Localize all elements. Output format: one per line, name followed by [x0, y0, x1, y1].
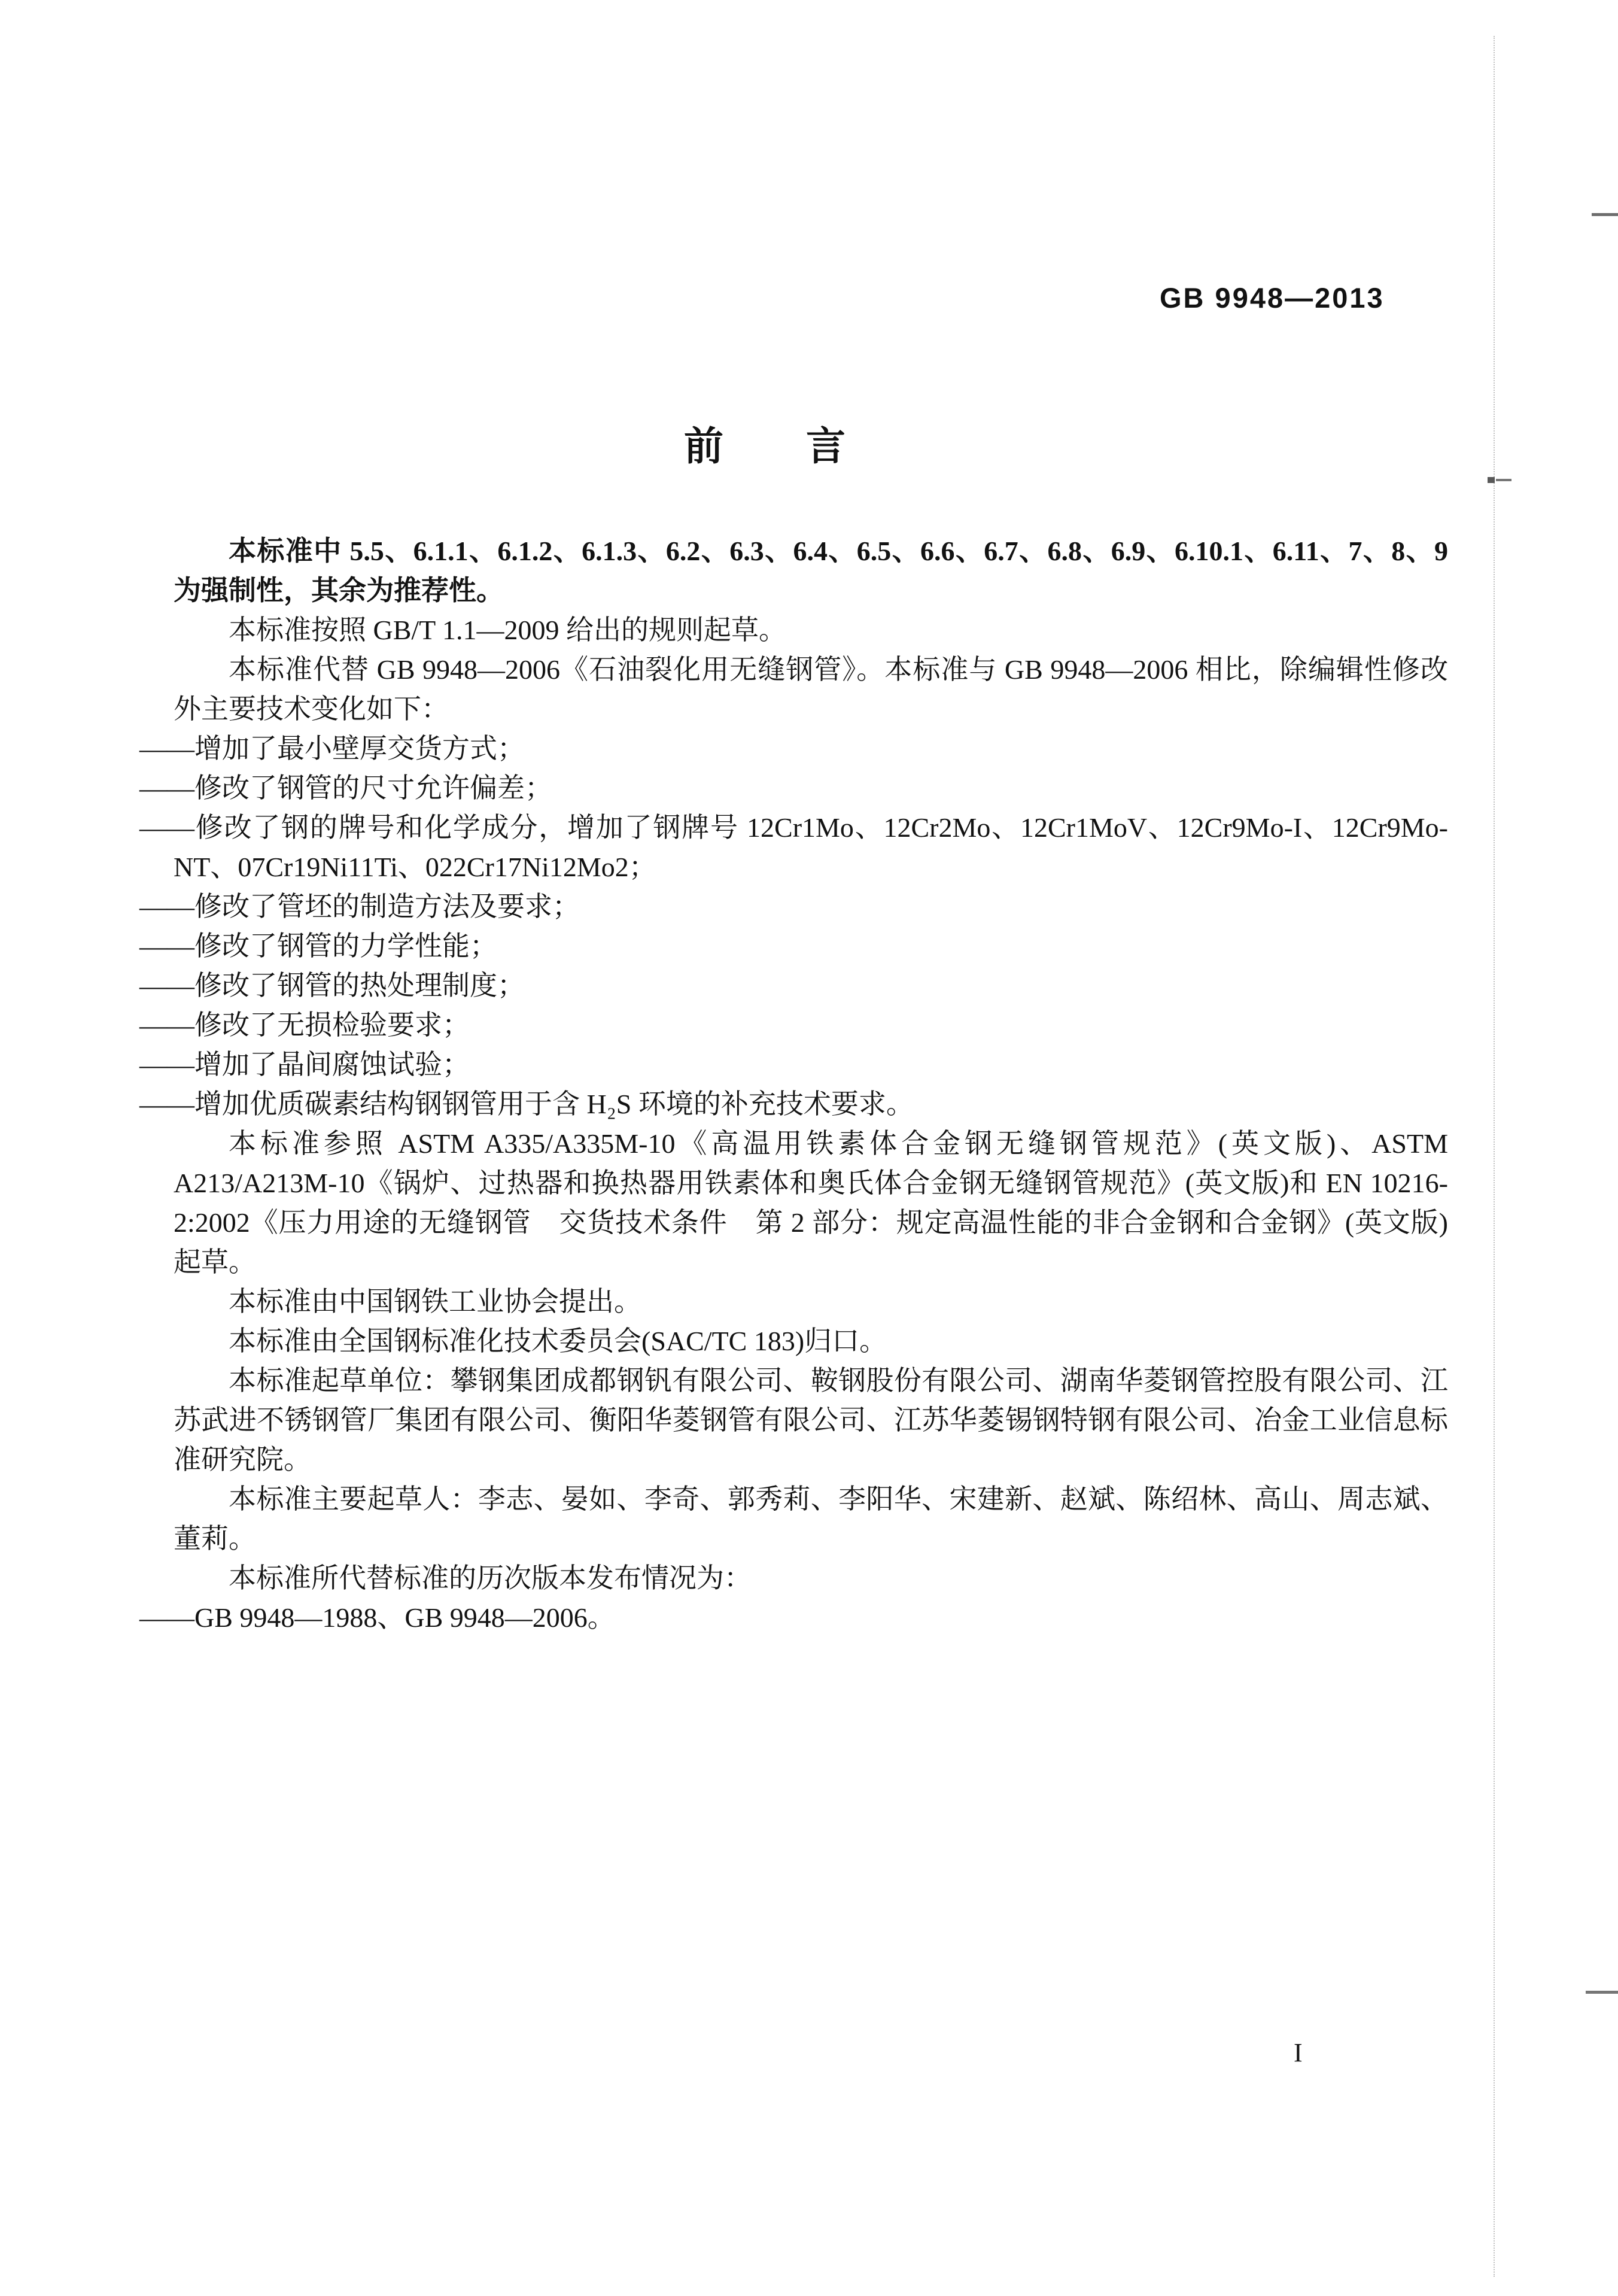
- change-list-item: ——修改了管坯的制造方法及要求；: [139, 891, 580, 922]
- scan-artifact-tick: [1592, 213, 1618, 216]
- change-list-item: ——增加了最小壁厚交货方式；: [139, 733, 525, 764]
- page-title: 前 言: [684, 424, 847, 468]
- change-list-item: ——增加了晶间腐蚀试验；: [139, 1049, 470, 1080]
- scan-artifact-vertical-line: [1494, 36, 1495, 2277]
- scan-artifact-tick: [1496, 479, 1511, 481]
- previous-editions-item: ——GB 9948—1988、GB 9948—2006。: [139, 1602, 615, 1633]
- foreword-content: [139, 532, 1448, 1638]
- page-number: I: [1294, 2038, 1303, 2067]
- scan-artifact-tick: [1586, 1991, 1618, 1994]
- paragraph-replaces: 本标准代替 GB 9948—2006《石油裂化用无缝钢管》。本标准与 GB 9948—2006 相比，除编辑性修改外主要技术变化如下：: [174, 654, 1448, 724]
- paragraph-previous-editions-intro: 本标准所代替标准的历次版本发布情况为：: [229, 1563, 752, 1593]
- change-list-item: ——修改了钢管的力学性能；: [139, 931, 497, 961]
- change-list-item: ——修改了钢管的热处理制度；: [139, 970, 525, 1001]
- change-list-item: ——增加优质碳素结构钢钢管用于含 H₂S 环境的补充技术要求。: [139, 1089, 914, 1119]
- change-list-item: ——修改了钢的牌号和化学成分，增加了钢牌号 12Cr1Mo、12Cr2Mo、12Cr1MoV、12Cr9Mo-I、12Cr9Mo-NT、07Cr19Ni11Ti、022Cr17Ni12Mo2；: [139, 812, 1448, 882]
- paragraph-centralized-by: 本标准由全国钢标准化技术委员会(SAC/TC 183)归口。: [229, 1326, 887, 1356]
- paragraph-drafting-rule: 本标准按照 GB/T 1.1—2009 给出的规则起草。: [229, 615, 786, 645]
- paragraph-references: 本标准参照 ASTM A335/A335M-10《高温用铁素体合金钢无缝钢管规范》(英文版)、ASTM A213/A213M-10《锅炉、过热器和换热器用铁素体和奥氏体合金钢无缝钢管规范》(英文版)和 EN 10216-2:2002《压力用途的无缝钢管 交货技术条件 第 2 部分：规定高温性能的非合金钢和合金钢》(英文版)起草。: [174, 1128, 1448, 1277]
- paragraph-drafting-organizations: 本标准起草单位：攀钢集团成都钢钒有限公司、鞍钢股份有限公司、湖南华菱钢管控股有限公司、江苏武进不锈钢管厂集团有限公司、衡阳华菱钢管有限公司、江苏华菱锡钢特钢有限公司、冶金工业信息标准研究院。: [174, 1365, 1448, 1475]
- paragraph-drafters: 本标准主要起草人：李志、晏如、李奇、郭秀莉、李阳华、宋建新、赵斌、陈绍林、高山、周志斌、董莉。: [174, 1484, 1448, 1554]
- paragraph-mandatory-clauses: 本标准中 5.5、6.1.1、6.1.2、6.1.3、6.2、6.3、6.4、6.5、6.6、6.7、6.8、6.9、6.10.1、6.11、7、8、9 为强制性，其余为推荐性。: [174, 536, 1448, 606]
- paragraph-proposed-by: 本标准由中国钢铁工业协会提出。: [229, 1286, 641, 1317]
- standard-code: GB 9948—2013: [1160, 282, 1385, 314]
- change-list-item: ——修改了无损检验要求；: [139, 1010, 470, 1040]
- change-list-item: ——修改了钢管的尺寸允许偏差；: [139, 773, 552, 803]
- scan-artifact-tick: [1488, 477, 1495, 483]
